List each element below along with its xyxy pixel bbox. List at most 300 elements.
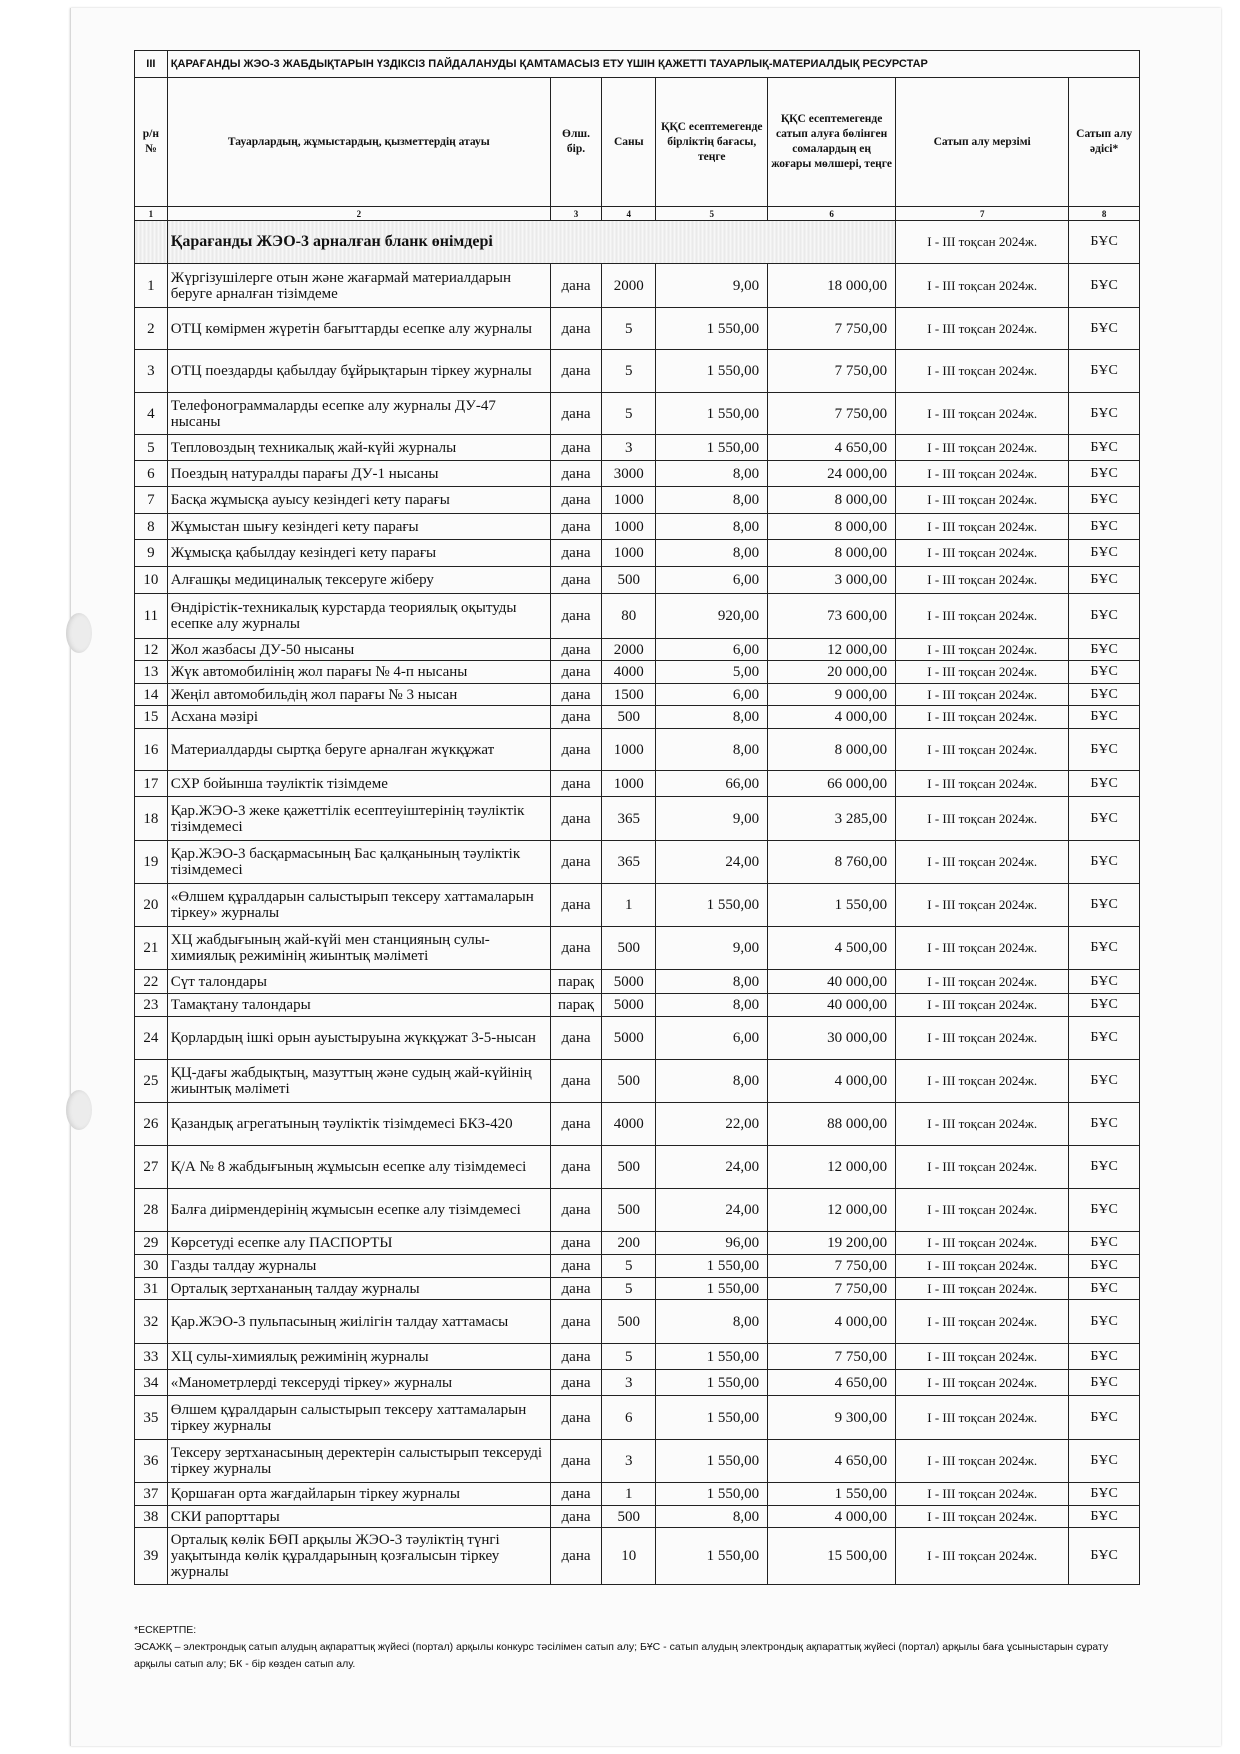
column-index: 4 [602, 207, 656, 221]
unit-price: 66,00 [656, 771, 768, 797]
item-name: Басқа жұмысқа ауысу кезіндегі кету парағы [167, 487, 550, 514]
total-sum: 3 000,00 [768, 567, 896, 594]
unit-price: 5,00 [656, 661, 768, 684]
table-row [135, 1060, 1140, 1103]
row-number: 12 [135, 639, 168, 661]
table-row [135, 1528, 1140, 1585]
purchase-method: БҰС [1069, 797, 1140, 841]
row-number: 13 [135, 661, 168, 684]
header-name: Тауарлардың, жұмыстардың, қызметтердің атауы [167, 78, 550, 207]
row-number: 20 [135, 884, 168, 927]
row-number: 8 [135, 514, 168, 540]
punch-hole [66, 1090, 92, 1130]
unit: дана [550, 514, 601, 540]
unit: дана [550, 1396, 601, 1440]
quantity: 5 [602, 1255, 656, 1278]
total-sum: 40 000,00 [768, 994, 896, 1017]
unit: дана [550, 1060, 601, 1103]
unit-price: 8,00 [656, 540, 768, 567]
total-sum: 4 000,00 [768, 1060, 896, 1103]
item-name: Тамақтану талондары [167, 994, 550, 1017]
unit: дана [550, 435, 601, 461]
item-name: Газды талдау журналы [167, 1255, 550, 1278]
unit-price: 96,00 [656, 1232, 768, 1255]
purchase-method: БҰС [1069, 706, 1140, 729]
row-number: 18 [135, 797, 168, 841]
row-number: 10 [135, 567, 168, 594]
row-number: 35 [135, 1396, 168, 1440]
unit: дана [550, 567, 601, 594]
unit: дана [550, 1278, 601, 1300]
row-number: 4 [135, 393, 168, 435]
unit: дана [550, 1440, 601, 1483]
total-sum: 12 000,00 [768, 639, 896, 661]
purchase-period: I - III тоқсан 2024ж. [896, 797, 1069, 841]
row-number: 3 [135, 350, 168, 393]
item-name: Қар.ЖЭО-3 пульпасының жиілігін талдау хаттамасы [167, 1300, 550, 1344]
table-row [135, 1370, 1140, 1396]
table-row [135, 1189, 1140, 1232]
quantity: 1 [602, 884, 656, 927]
unit: дана [550, 1483, 601, 1506]
quantity: 4000 [602, 1103, 656, 1146]
quantity: 5 [602, 1278, 656, 1300]
total-sum: 19 200,00 [768, 1232, 896, 1255]
purchase-method: БҰС [1069, 771, 1140, 797]
row-number: 24 [135, 1017, 168, 1060]
row-number: 7 [135, 487, 168, 514]
purchase-period: I - III тоқсан 2024ж. [896, 461, 1069, 487]
purchase-period: I - III тоқсан 2024ж. [896, 1232, 1069, 1255]
unit: дана [550, 927, 601, 970]
unit-price: 24,00 [656, 1146, 768, 1189]
header-period: Сатып алу мерзімі [896, 78, 1069, 207]
purchase-method: БҰС [1069, 487, 1140, 514]
purchase-period: I - III тоқсан 2024ж. [896, 1017, 1069, 1060]
item-name: ХЦ сулы-химиялық режимінің журналы [167, 1344, 550, 1370]
quantity: 5 [602, 1344, 656, 1370]
purchase-period: I - III тоқсан 2024ж. [896, 487, 1069, 514]
unit-price: 8,00 [656, 1300, 768, 1344]
footnote-text: ЭСАЖҚ – электрондық сатып алудың ақпараттық жүйесі (портал) арқылы конкурс тәсілімен сатып алу; БҰС - сатып алудың электрондық ақпараттық жүйесі (портал) арқылы баға ұсыныстарын сұрату арқылы сатып алу; БК - бір көзден сатып алу. [134, 1641, 1109, 1670]
unit: дана [550, 1370, 601, 1396]
table-row [135, 1017, 1140, 1060]
table-row [135, 1146, 1140, 1189]
purchase-period: I - III тоқсан 2024ж. [896, 594, 1069, 639]
purchase-period: I - III тоқсан 2024ж. [896, 639, 1069, 661]
table-row [135, 771, 1140, 797]
purchase-method: БҰС [1069, 1017, 1140, 1060]
item-name: Қ/А № 8 жабдығының жұмысын есепке алу тізімдемесі [167, 1146, 550, 1189]
item-name: Тексеру зертханасының деректерін салыстырып тексеруді тіркеу журналы [167, 1440, 550, 1483]
unit: дана [550, 684, 601, 706]
row-number: 37 [135, 1483, 168, 1506]
total-sum: 4 500,00 [768, 927, 896, 970]
table-row [135, 308, 1140, 350]
footnote [134, 1622, 1144, 1673]
purchase-method: БҰС [1069, 461, 1140, 487]
purchase-method: БҰС [1069, 1370, 1140, 1396]
unit: дана [550, 661, 601, 684]
unit-price: 9,00 [656, 797, 768, 841]
row-number: 33 [135, 1344, 168, 1370]
purchase-period: I - III тоқсан 2024ж. [896, 1146, 1069, 1189]
total-sum: 4 650,00 [768, 1440, 896, 1483]
column-index: 2 [167, 207, 550, 221]
unit: дана [550, 841, 601, 884]
purchase-method: БҰС [1069, 1103, 1140, 1146]
total-sum: 9 000,00 [768, 684, 896, 706]
purchase-method: БҰС [1069, 435, 1140, 461]
table-row [135, 1255, 1140, 1278]
quantity: 365 [602, 841, 656, 884]
unit-price: 1 550,00 [656, 350, 768, 393]
table-row [135, 661, 1140, 684]
unit: дана [550, 540, 601, 567]
item-name: Жеңіл автомобильдің жол парағы № 3 нысан [167, 684, 550, 706]
unit-price: 8,00 [656, 487, 768, 514]
group-title: Қарағанды ЖЭО-3 арналған бланк өнімдері [167, 221, 895, 264]
item-name: Орталық көлік БӨП арқылы ЖЭО-3 тәуліктің түнгі уақытында көлік құралдарының қозғалысын тіркеу журналы [167, 1528, 550, 1585]
purchase-method: БҰС [1069, 1396, 1140, 1440]
column-index: 1 [135, 207, 168, 221]
quantity: 5 [602, 393, 656, 435]
total-sum: 8 000,00 [768, 729, 896, 771]
unit-price: 1 550,00 [656, 435, 768, 461]
unit-price: 1 550,00 [656, 308, 768, 350]
unit-price: 1 550,00 [656, 1344, 768, 1370]
item-name: Балға диірмендерінің жұмысын есепке алу тізімдемесі [167, 1189, 550, 1232]
quantity: 10 [602, 1528, 656, 1585]
unit-price: 1 550,00 [656, 1483, 768, 1506]
quantity: 500 [602, 567, 656, 594]
row-number: 14 [135, 684, 168, 706]
section-title: ҚАРАҒАНДЫ ЖЭО-3 ЖАБДЫҚТАРЫН ҮЗДІКСІЗ ПАЙДАЛАНУДЫ ҚАМТАМАСЫЗ ЕТУ ҮШІН ҚАЖЕТТІ ТАУАРЛЫҚ-МАТЕРИАЛДЫҚ РЕСУРСТАР [167, 51, 1139, 78]
row-number: 30 [135, 1255, 168, 1278]
unit-price: 9,00 [656, 264, 768, 308]
purchase-period: I - III тоқсан 2024ж. [896, 684, 1069, 706]
table-row [135, 350, 1140, 393]
unit-price: 1 550,00 [656, 1440, 768, 1483]
unit-price: 6,00 [656, 639, 768, 661]
quantity: 500 [602, 1300, 656, 1344]
unit: дана [550, 771, 601, 797]
unit-price: 8,00 [656, 1506, 768, 1528]
header-sum: ҚҚС есептемегенде сатып алуға бөлінген сомалардың ең жоғары мөлшері, теңге [768, 78, 896, 207]
table-row [135, 594, 1140, 639]
purchase-period: I - III тоқсан 2024ж. [896, 1440, 1069, 1483]
unit: дана [550, 308, 601, 350]
table-row [135, 841, 1140, 884]
row-number: 5 [135, 435, 168, 461]
unit-price: 1 550,00 [656, 1396, 768, 1440]
table-row [135, 1506, 1140, 1528]
unit: дана [550, 884, 601, 927]
purchase-period: I - III тоқсан 2024ж. [896, 1506, 1069, 1528]
item-name: Жол жазбасы ДУ-50 нысаны [167, 639, 550, 661]
total-sum: 40 000,00 [768, 970, 896, 994]
purchase-period: I - III тоқсан 2024ж. [896, 1396, 1069, 1440]
quantity: 200 [602, 1232, 656, 1255]
unit: парақ [550, 970, 601, 994]
purchase-period: I - III тоқсан 2024ж. [896, 1483, 1069, 1506]
purchase-period: I - III тоқсан 2024ж. [896, 970, 1069, 994]
quantity: 2000 [602, 264, 656, 308]
table-row [135, 264, 1140, 308]
item-name: Қар.ЖЭО-3 жеке қажеттілік есептеуіштерінің тәуліктік тізімдемесі [167, 797, 550, 841]
unit: дана [550, 1506, 601, 1528]
row-number: 15 [135, 706, 168, 729]
item-name: Телефонограммаларды есепке алу журналы ДУ-47 нысаны [167, 393, 550, 435]
purchase-period: I - III тоқсан 2024ж. [896, 540, 1069, 567]
table-row [135, 1278, 1140, 1300]
total-sum: 20 000,00 [768, 661, 896, 684]
quantity: 1 [602, 1483, 656, 1506]
purchase-period: I - III тоқсан 2024ж. [896, 841, 1069, 884]
total-sum: 4 650,00 [768, 1370, 896, 1396]
item-name: Алғашқы медициналық тексеруге жіберу [167, 567, 550, 594]
column-index: 8 [1069, 207, 1140, 221]
purchase-period: I - III тоқсан 2024ж. [896, 308, 1069, 350]
item-name: ХЦ жабдығының жай-күйі мен станцияның сулы-химиялық режимінің жиынтық мәліметі [167, 927, 550, 970]
total-sum: 12 000,00 [768, 1146, 896, 1189]
table-row [135, 487, 1140, 514]
unit: дана [550, 1146, 601, 1189]
item-name: Жұмыстан шығу кезіндегі кету парағы [167, 514, 550, 540]
item-name: Өндірістік-техникалық курстарда теориялық оқытуды есепке алу журналы [167, 594, 550, 639]
unit-price: 8,00 [656, 729, 768, 771]
item-name: ОТЦ көмірмен жүретін бағыттарды есепке алу журналы [167, 308, 550, 350]
purchase-method: БҰС [1069, 1506, 1140, 1528]
row-number: 28 [135, 1189, 168, 1232]
total-sum: 8 000,00 [768, 514, 896, 540]
total-sum: 73 600,00 [768, 594, 896, 639]
row-number: 11 [135, 594, 168, 639]
unit-price: 1 550,00 [656, 884, 768, 927]
quantity: 5000 [602, 1017, 656, 1060]
unit-price: 1 550,00 [656, 1370, 768, 1396]
purchase-method: БҰС [1069, 1189, 1140, 1232]
unit: дана [550, 1344, 601, 1370]
item-name: Қорлардың ішкі орын ауыстыруына жүкқұжат 3-5-нысан [167, 1017, 550, 1060]
total-sum: 30 000,00 [768, 1017, 896, 1060]
row-number: 6 [135, 461, 168, 487]
purchase-period: I - III тоқсан 2024ж. [896, 994, 1069, 1017]
total-sum: 1 550,00 [768, 1483, 896, 1506]
quantity: 5 [602, 350, 656, 393]
unit: дана [550, 729, 601, 771]
purchase-method: БҰС [1069, 594, 1140, 639]
table-row [135, 1483, 1140, 1506]
table-row [135, 1396, 1140, 1440]
row-number: 19 [135, 841, 168, 884]
purchase-method: БҰС [1069, 264, 1140, 308]
table-row [135, 1232, 1140, 1255]
purchase-method: БҰС [1069, 684, 1140, 706]
row-number: 23 [135, 994, 168, 1017]
purchase-period: I - III тоқсан 2024ж. [896, 435, 1069, 461]
purchase-period: I - III тоқсан 2024ж. [896, 706, 1069, 729]
table-row [135, 393, 1140, 435]
purchase-method: БҰС [1069, 639, 1140, 661]
table-row [135, 540, 1140, 567]
total-sum: 3 285,00 [768, 797, 896, 841]
purchase-period: I - III тоқсан 2024ж. [896, 884, 1069, 927]
table-row [135, 729, 1140, 771]
purchase-method: БҰС [1069, 661, 1140, 684]
purchase-method: БҰС [1069, 308, 1140, 350]
section-title-row [135, 51, 1140, 78]
quantity: 1000 [602, 514, 656, 540]
header-row [135, 78, 1140, 207]
row-number: 17 [135, 771, 168, 797]
purchase-period: I - III тоқсан 2024ж. [896, 1300, 1069, 1344]
unit-price: 24,00 [656, 1189, 768, 1232]
unit-price: 920,00 [656, 594, 768, 639]
total-sum: 24 000,00 [768, 461, 896, 487]
unit-price: 22,00 [656, 1103, 768, 1146]
item-name: Өлшем құралдарын салыстырып тексеру хаттамаларын тіркеу журналы [167, 1396, 550, 1440]
table-row [135, 1300, 1140, 1344]
item-name: Тепловоздың техникалық жай-күйі журналы [167, 435, 550, 461]
purchase-period: I - III тоқсан 2024ж. [896, 927, 1069, 970]
column-index: 3 [550, 207, 601, 221]
purchase-method: БҰС [1069, 1255, 1140, 1278]
row-number: 16 [135, 729, 168, 771]
group-method: БҰС [1069, 221, 1140, 264]
item-name: Қар.ЖЭО-3 басқармасының Бас қалқанының тәуліктік тізімдемесі [167, 841, 550, 884]
total-sum: 7 750,00 [768, 1344, 896, 1370]
table-row [135, 1440, 1140, 1483]
total-sum: 4 000,00 [768, 706, 896, 729]
purchase-method: БҰС [1069, 1146, 1140, 1189]
purchase-method: БҰС [1069, 1483, 1140, 1506]
purchase-period: I - III тоқсан 2024ж. [896, 1189, 1069, 1232]
item-name: «Манометрлерді тексеруді тіркеу» журналы [167, 1370, 550, 1396]
header-unit: Өлш. бір. [550, 78, 601, 207]
unit: дана [550, 1255, 601, 1278]
column-index: 5 [656, 207, 768, 221]
table-row [135, 927, 1140, 970]
total-sum: 7 750,00 [768, 308, 896, 350]
purchase-period: I - III тоқсан 2024ж. [896, 1103, 1069, 1146]
unit: дана [550, 461, 601, 487]
item-name: СХР бойынша тәуліктік тізімдеме [167, 771, 550, 797]
item-name: Поездың натуралды парағы ДУ-1 нысаны [167, 461, 550, 487]
total-sum: 1 550,00 [768, 884, 896, 927]
header-qty: Саны [602, 78, 656, 207]
unit-price: 9,00 [656, 927, 768, 970]
row-number: 34 [135, 1370, 168, 1396]
quantity: 6 [602, 1396, 656, 1440]
header-price: ҚҚС есептемегенде бірліктің бағасы, теңге [656, 78, 768, 207]
purchase-method: БҰС [1069, 841, 1140, 884]
quantity: 500 [602, 927, 656, 970]
total-sum: 7 750,00 [768, 393, 896, 435]
total-sum: 7 750,00 [768, 1255, 896, 1278]
unit: дана [550, 1189, 601, 1232]
item-name: Сүт талондары [167, 970, 550, 994]
section-roman: III [135, 51, 168, 78]
unit-price: 6,00 [656, 684, 768, 706]
purchase-period: I - III тоқсан 2024ж. [896, 1528, 1069, 1585]
quantity: 3 [602, 1370, 656, 1396]
purchase-period: I - III тоқсан 2024ж. [896, 1344, 1069, 1370]
total-sum: 4 650,00 [768, 435, 896, 461]
quantity: 3 [602, 1440, 656, 1483]
column-index: 7 [896, 207, 1069, 221]
unit: парақ [550, 994, 601, 1017]
purchase-method: БҰС [1069, 1300, 1140, 1344]
purchase-period: I - III тоқсан 2024ж. [896, 1278, 1069, 1300]
total-sum: 4 000,00 [768, 1506, 896, 1528]
column-index: 6 [768, 207, 896, 221]
row-number: 27 [135, 1146, 168, 1189]
total-sum: 4 000,00 [768, 1300, 896, 1344]
table-row [135, 514, 1140, 540]
item-name: Қазандық агрегатының тәуліктік тізімдемесі БКЗ-420 [167, 1103, 550, 1146]
total-sum: 15 500,00 [768, 1528, 896, 1585]
total-sum: 88 000,00 [768, 1103, 896, 1146]
purchase-period: I - III тоқсан 2024ж. [896, 393, 1069, 435]
row-number: 36 [135, 1440, 168, 1483]
purchase-period: I - III тоқсан 2024ж. [896, 729, 1069, 771]
group-row [135, 221, 1140, 264]
footnote-label: *ЕСКЕРТПЕ: [134, 1624, 197, 1636]
table-row [135, 461, 1140, 487]
unit: дана [550, 393, 601, 435]
total-sum: 12 000,00 [768, 1189, 896, 1232]
quantity: 1000 [602, 771, 656, 797]
purchase-method: БҰС [1069, 1060, 1140, 1103]
quantity: 5000 [602, 970, 656, 994]
total-sum: 8 760,00 [768, 841, 896, 884]
purchase-method: БҰС [1069, 1232, 1140, 1255]
purchase-period: I - III тоқсан 2024ж. [896, 1255, 1069, 1278]
quantity: 500 [602, 1506, 656, 1528]
item-name: ҚЦ-дағы жабдықтың, мазуттың және судың жай-күйінің жиынтық мәліметі [167, 1060, 550, 1103]
purchase-method: БҰС [1069, 350, 1140, 393]
row-number: 2 [135, 308, 168, 350]
table-row [135, 970, 1140, 994]
unit-price: 8,00 [656, 1060, 768, 1103]
unit-price: 8,00 [656, 994, 768, 1017]
purchase-period: I - III тоқсан 2024ж. [896, 771, 1069, 797]
table-row [135, 567, 1140, 594]
unit-price: 1 550,00 [656, 1528, 768, 1585]
table-row [135, 994, 1140, 1017]
row-number: 31 [135, 1278, 168, 1300]
row-number: 25 [135, 1060, 168, 1103]
item-name: Жұмысқа қабылдау кезіндегі кету парағы [167, 540, 550, 567]
purchase-period: I - III тоқсан 2024ж. [896, 1370, 1069, 1396]
item-name: Материалдарды сыртқа беруге арналған жүкқұжат [167, 729, 550, 771]
table-row [135, 797, 1140, 841]
quantity: 5000 [602, 994, 656, 1017]
unit: дана [550, 350, 601, 393]
unit-price: 8,00 [656, 514, 768, 540]
group-blank [135, 221, 168, 264]
row-number: 26 [135, 1103, 168, 1146]
column-index-row [135, 207, 1140, 221]
total-sum: 66 000,00 [768, 771, 896, 797]
purchase-method: БҰС [1069, 540, 1140, 567]
purchase-period: I - III тоқсан 2024ж. [896, 514, 1069, 540]
quantity: 1000 [602, 729, 656, 771]
row-number: 21 [135, 927, 168, 970]
quantity: 500 [602, 1189, 656, 1232]
purchase-method: БҰС [1069, 729, 1140, 771]
